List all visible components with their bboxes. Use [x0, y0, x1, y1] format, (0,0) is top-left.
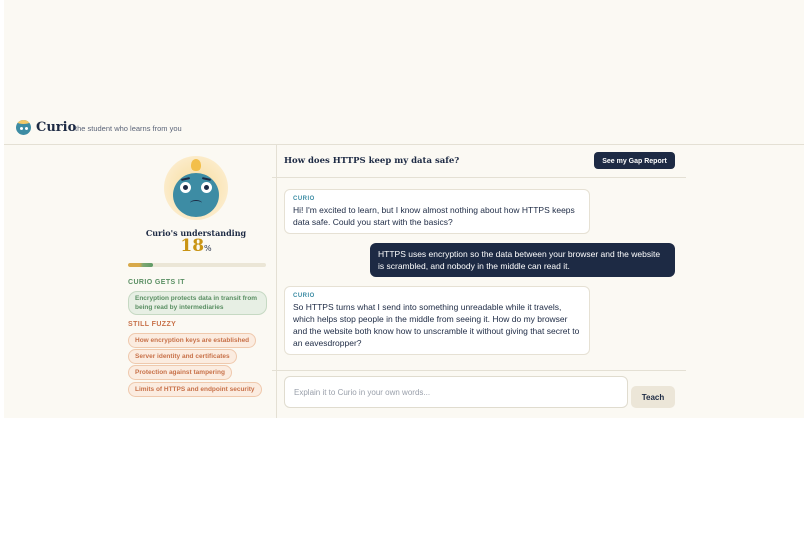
gap-report-button[interactable]: See my Gap Report	[594, 152, 675, 169]
gets-it-title: CURIO GETS IT	[128, 279, 185, 286]
message-sender: CURIO	[293, 196, 315, 202]
user-message	[370, 243, 675, 277]
app-header	[4, 116, 804, 144]
fuzzy-chip: How encryption keys are established	[128, 333, 256, 348]
message-text: HTTPS uses encryption so the data between your browser and the website is scrambled, and nobody in the middle can read it.	[378, 249, 661, 271]
still-fuzzy-title: STILL FUZZY	[128, 321, 177, 328]
message-sender: CURIO	[293, 293, 315, 299]
fuzzy-chip: Server identity and certificates	[128, 349, 237, 364]
message-text: Hi! I'm excited to learn, but I know almost nothing about how HTTPS keeps data safe. Could you start with the basics?	[293, 205, 575, 227]
understanding-label: Curio's understanding	[145, 228, 247, 238]
brand-name: Curio	[36, 120, 77, 135]
curio-message	[284, 189, 590, 234]
lesson-question: How does HTTPS keep my data safe?	[284, 156, 460, 166]
avatar-lightbulb-icon	[191, 159, 201, 171]
message-text: So HTTPS turns what I send into something unreadable while it travels, which helps stop people in the middle from seeing it. How do my browser and the website both know how to unscramble it without giving that secret to an eavesdropper?	[293, 302, 580, 348]
composer-divider	[272, 370, 686, 371]
chat-header	[272, 145, 686, 178]
gets-it-chip: Encryption protects data in transit from being read by intermediaries	[128, 291, 267, 315]
curio-avatar	[173, 173, 219, 217]
percent-symbol: %	[204, 244, 212, 253]
understanding-percent	[128, 236, 264, 256]
understanding-progress-fill	[128, 263, 153, 267]
teach-button[interactable]: Teach	[631, 386, 675, 408]
fuzzy-chip: Limits of HTTPS and endpoint security	[128, 382, 262, 397]
curio-message	[284, 286, 590, 355]
explanation-input[interactable]	[284, 376, 628, 408]
curio-logo-icon	[16, 120, 31, 135]
understanding-value: 18	[180, 236, 205, 256]
brand-tagline: the student who learns from you	[75, 124, 182, 133]
understanding-progress-bar	[128, 263, 266, 267]
understanding-sidebar	[4, 145, 277, 418]
fuzzy-chip: Protection against tampering	[128, 365, 232, 380]
